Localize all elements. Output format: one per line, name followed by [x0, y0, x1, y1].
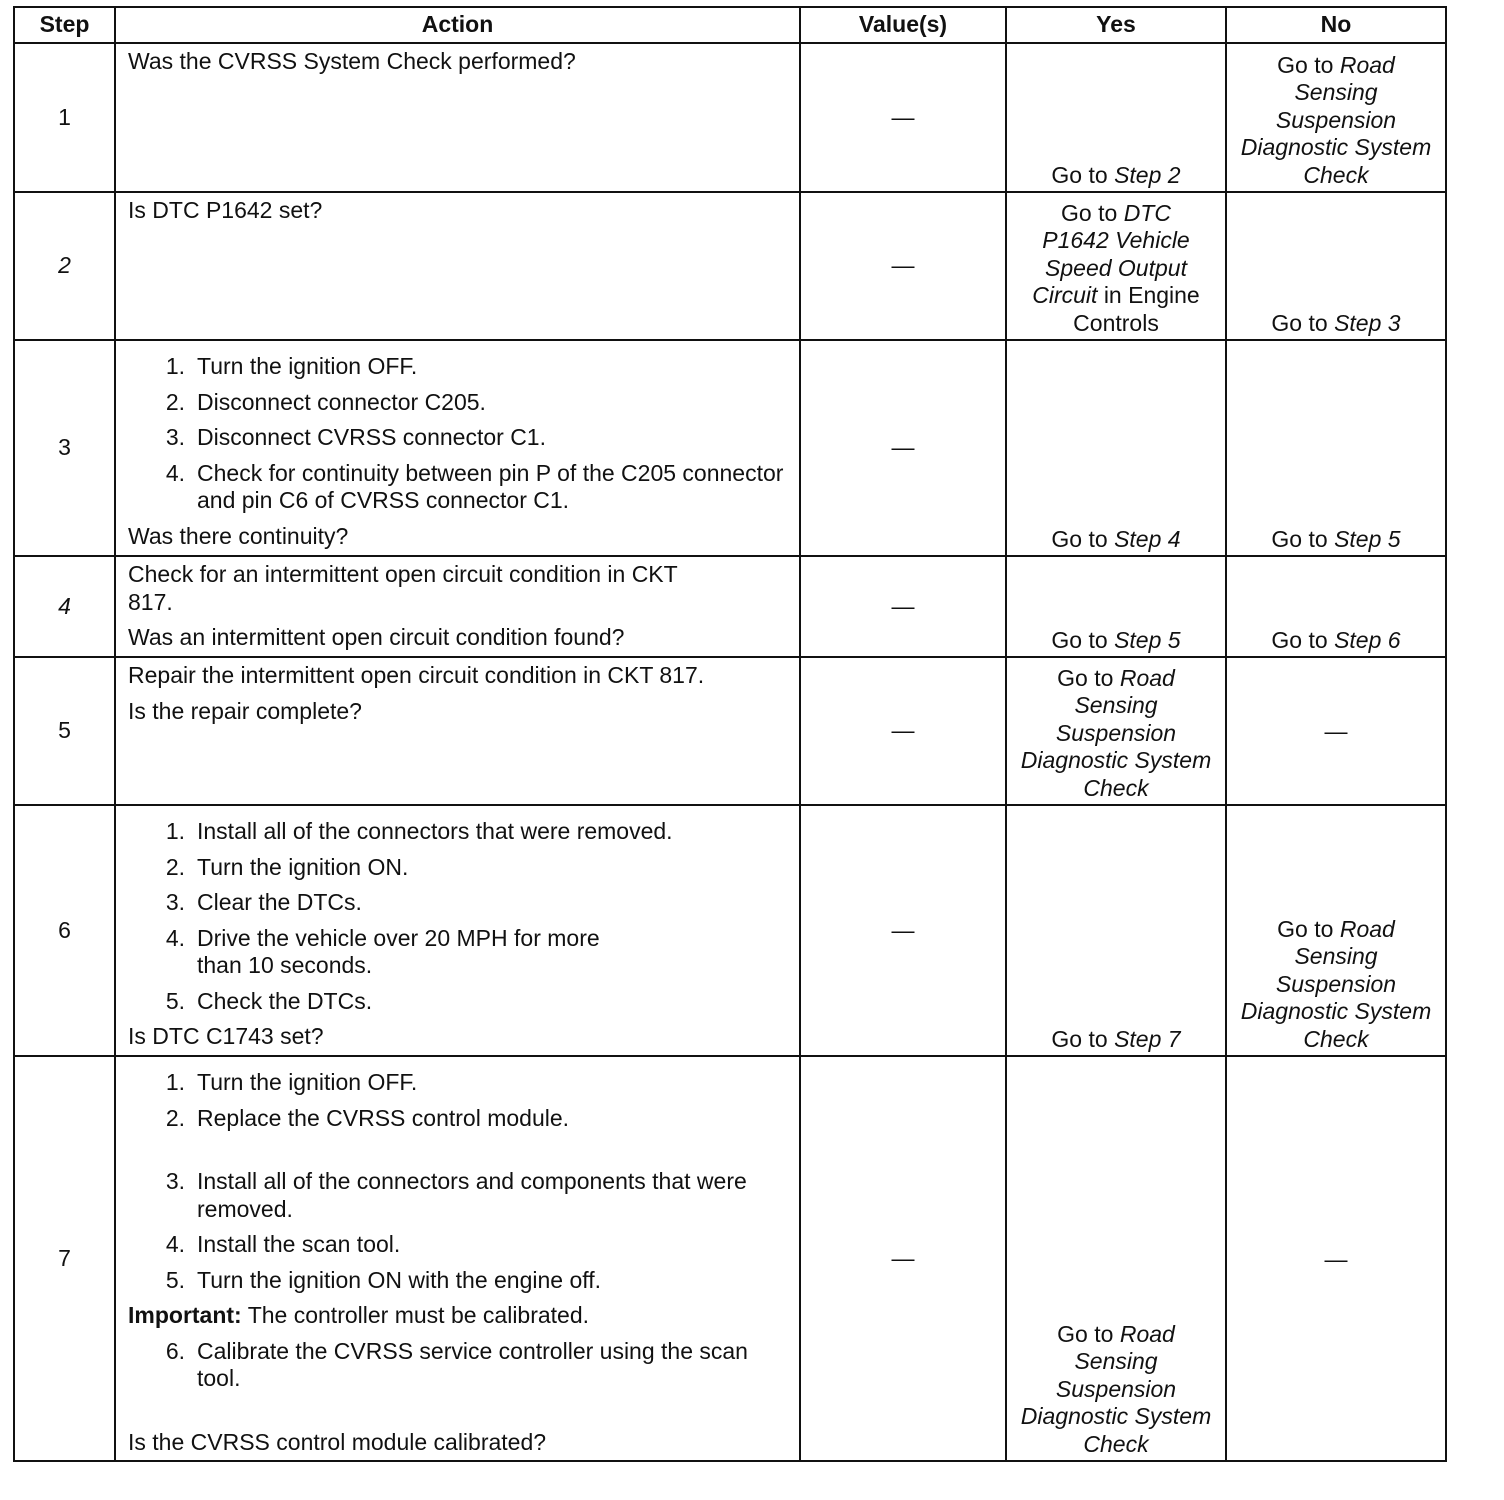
no-cell[interactable]	[1226, 43, 1446, 192]
no-link[interactable]: Step 6	[1334, 626, 1401, 653]
no-cell[interactable]	[1226, 556, 1446, 657]
no-prefix: Go to	[1271, 309, 1328, 336]
diagnostic-table-page	[13, 6, 1445, 1462]
value-cell: —	[800, 1056, 1006, 1461]
step-number: 7	[14, 1056, 115, 1461]
yes-prefix: Go to	[1051, 161, 1108, 188]
no-link[interactable]: Road Sensing Suspension Diagnostic System Check	[1240, 51, 1432, 188]
list-item: 2. Disconnect connector C205.	[165, 388, 486, 415]
list-item: 2. Replace the CVRSS control module.	[165, 1104, 570, 1131]
action-text: Repair the intermittent open circuit condition in CKT 817.	[128, 662, 705, 688]
table-row	[14, 43, 1446, 192]
action-question: Was the CVRSS System Check performed?	[128, 48, 576, 74]
action-question: Was there continuity?	[128, 522, 349, 549]
no-cell: —	[1226, 657, 1446, 805]
step-number: 2	[14, 192, 115, 340]
list-item: 4. Drive the vehicle over 20 MPH for more than 10 seconds.	[165, 924, 600, 978]
yes-link[interactable]: Step 7	[1114, 1025, 1181, 1052]
action-cell	[115, 192, 800, 340]
yes-link[interactable]: Road Sensing Suspension Diagnostic System Check	[1020, 664, 1212, 801]
no-cell[interactable]	[1226, 340, 1446, 556]
yes-suffix: in Engine Controls	[1073, 282, 1200, 336]
important-note	[128, 1302, 787, 1330]
header-step: Step	[14, 7, 115, 43]
important-text: The controller must be calibrated.	[247, 1302, 590, 1328]
step-number: 5	[14, 657, 115, 805]
table-row	[14, 657, 1446, 805]
list-item: 4. Check for continuity between pin P of the C205 connector and pin C6 of CVRSS connector C1.	[165, 459, 784, 513]
table-row	[14, 805, 1446, 1056]
yes-prefix: Go to	[1051, 1025, 1108, 1052]
no-link[interactable]: Step 3	[1334, 309, 1401, 336]
value-cell: —	[800, 657, 1006, 805]
header-values: Value(s)	[800, 7, 1006, 43]
action-question: Is DTC C1743 set?	[128, 1023, 324, 1049]
table-row	[14, 1056, 1446, 1461]
yes-prefix: Go to	[1057, 664, 1114, 691]
step-number: 3	[14, 340, 115, 556]
table-row	[14, 192, 1446, 340]
yes-cell[interactable]	[1006, 340, 1226, 556]
yes-cell[interactable]	[1006, 556, 1226, 657]
value-cell: —	[800, 556, 1006, 657]
action-question: Is the repair complete?	[128, 697, 362, 724]
header-no: No	[1226, 7, 1446, 43]
table-row	[14, 340, 1446, 556]
list-item: 1. Turn the ignition OFF.	[165, 353, 418, 379]
header-row	[14, 7, 1446, 43]
yes-prefix: Go to	[1051, 626, 1108, 653]
no-prefix: Go to	[1277, 915, 1334, 942]
action-steps	[128, 353, 787, 515]
yes-cell[interactable]	[1006, 657, 1226, 805]
list-item: 3. Disconnect CVRSS connector C1.	[165, 424, 546, 450]
list-item: 2. Turn the ignition ON.	[165, 853, 409, 880]
action-cell	[115, 43, 800, 192]
list-item: 5. Turn the ignition ON with the engine off.	[165, 1266, 602, 1293]
no-link[interactable]: Step 5	[1334, 525, 1401, 552]
no-link[interactable]: Road Sensing Suspension Diagnostic System Check	[1240, 915, 1432, 1052]
table-row	[14, 556, 1446, 657]
list-item: 1. Install all of the connectors that were removed.	[165, 818, 673, 844]
important-label: Important:	[128, 1302, 242, 1328]
list-item: 3. Install all of the connectors and components that were removed.	[165, 1168, 747, 1222]
step-number: 4	[14, 556, 115, 657]
no-cell[interactable]	[1226, 192, 1446, 340]
action-cell	[115, 805, 800, 1056]
yes-cell[interactable]	[1006, 805, 1226, 1056]
no-cell: —	[1226, 1056, 1446, 1461]
action-text: Check for an intermittent open circuit condition in CKT 817.	[128, 561, 678, 615]
list-item: 3. Clear the DTCs.	[165, 889, 362, 915]
action-steps	[128, 1338, 787, 1393]
yes-link[interactable]: DTC P1642 Vehicle Speed Output Circuit	[1032, 199, 1190, 308]
value-cell: —	[800, 43, 1006, 192]
step-number: 6	[14, 805, 115, 1056]
yes-prefix: Go to	[1051, 525, 1108, 552]
list-item: 5. Check the DTCs.	[165, 987, 373, 1014]
list-item: 1. Turn the ignition OFF.	[165, 1069, 418, 1095]
action-steps	[128, 818, 787, 1015]
action-cell	[115, 657, 800, 805]
yes-prefix: Go to	[1061, 199, 1118, 226]
action-cell	[115, 1056, 800, 1461]
yes-link[interactable]: Step 4	[1114, 525, 1181, 552]
yes-link[interactable]: Step 5	[1114, 626, 1181, 653]
no-prefix: Go to	[1271, 626, 1328, 653]
action-cell	[115, 556, 800, 657]
yes-cell[interactable]	[1006, 1056, 1226, 1461]
no-cell[interactable]	[1226, 805, 1446, 1056]
step-number: 1	[14, 43, 115, 192]
yes-prefix: Go to	[1057, 1320, 1114, 1347]
yes-link[interactable]: Step 2	[1114, 161, 1181, 188]
value-cell: —	[800, 192, 1006, 340]
no-prefix: Go to	[1271, 525, 1328, 552]
action-cell	[115, 340, 800, 556]
diagnostic-table	[13, 6, 1447, 1462]
value-cell: —	[800, 805, 1006, 1056]
header-action: Action	[115, 7, 800, 43]
yes-link[interactable]: Road Sensing Suspension Diagnostic System Check	[1020, 1320, 1212, 1457]
value-cell: —	[800, 340, 1006, 556]
list-item: 4. Install the scan tool.	[165, 1231, 401, 1257]
yes-cell[interactable]	[1006, 43, 1226, 192]
no-prefix: Go to	[1277, 51, 1334, 78]
header-yes: Yes	[1006, 7, 1226, 43]
action-steps	[128, 1069, 787, 1294]
action-question: Was an intermittent open circuit condition found?	[128, 624, 625, 650]
action-question: Is the CVRSS control module calibrated?	[128, 1428, 547, 1455]
yes-cell[interactable]	[1006, 192, 1226, 340]
action-question: Is DTC P1642 set?	[128, 197, 323, 223]
list-item: 6. Calibrate the CVRSS service controller using the scan tool.	[165, 1337, 748, 1391]
